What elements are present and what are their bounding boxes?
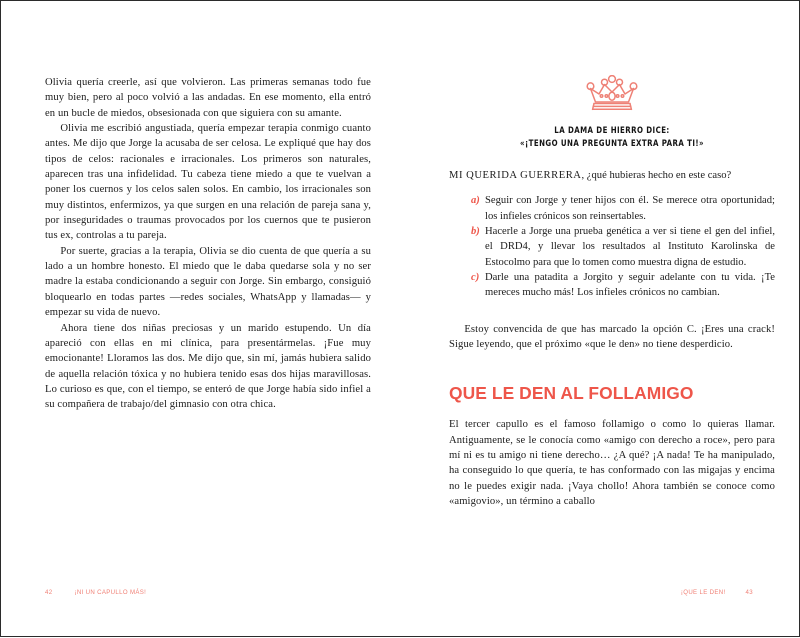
- page-left: [1, 1, 401, 638]
- dama-de-hierro-callout: [449, 75, 775, 152]
- paragraph: Olivia quería creerle, así que volvieron. Las primeras semanas todo fue muy bien, pero al poco volvió a las andadas. En ese momento, ella entró en un bucle de miedos, obsesionada con que siguiera con su amante.: [45, 77, 371, 119]
- footer-right: [681, 589, 753, 596]
- option-text: Hacerle a Jorge una prueba genética a ver si tiene el gen del infiel, el DRD4, y llevar los resultados al Instituto Karolinska de Estocolmo para que lo tomen como muestra digna de estudio.: [485, 225, 775, 268]
- running-head: ¡NI UN CAPULLO MÁS!: [74, 589, 147, 596]
- answer-paragraph: Estoy convencida de que has marcado la opción C. ¡Eres una crack! Sigue leyendo, que el próximo «que le den» no tiene desperdicio.: [449, 323, 775, 350]
- options-list: [449, 193, 775, 300]
- running-head: ¡QUE LE DEN!: [680, 589, 726, 596]
- list-item[interactable]: [471, 270, 775, 301]
- option-text: Seguir con Jorge y tener hijos con él. Se merece otra oportunidad; los infieles crónicos son reinsertables.: [485, 195, 775, 222]
- right-text-column: [449, 75, 775, 545]
- paragraph: Ahora tiene dos niñas preciosas y un marido estupendo. Un día apareció con ellas en mi clínica, para presentármelas. ¡Fue muy emocionante! Lloramos las dos. Me dijo que, sin mí, jamás hubiera salido de aquella relación tóxica y no hubiera tenido esas dos hijas maravillosas. Lo curioso es que, con el tiempo, se enteró de que Jorge había sido infiel a su compañera de trabajo/del gimnasio con otra chica.: [45, 322, 371, 411]
- callout-line-1: LA DAMA DE HIERRO DICE:: [554, 126, 670, 136]
- section-heading: QUE LE DEN AL FOLLAMIGO: [449, 383, 694, 404]
- option-marker: c): [471, 271, 480, 283]
- paragraph: Olivia me escribió angustiada, quería empezar terapia conmigo cuanto antes. Me dijo que Jorge la acusaba de ser celosa. Le expliqué que hay dos tipos de celos: racionales e irracionales. Los primeros son naturales, aparecen tras una infidelidad. Tu cabeza tiene miedo a que te vuelvan a poner los cuernos y los celos salen solos. En cambio, los irracionales son muy distintos, enfermizos, ya que surgen en una relación de pareja sana y, por inseguridades o traumas provocados por los cuernos que te pusieron tus ex, controlas a tu pareja.: [45, 123, 371, 242]
- page-right: [401, 1, 800, 638]
- left-text-column: [45, 75, 371, 545]
- footer-left: [45, 589, 146, 596]
- question-rest: , ¿qué hubieras hecho en este caso?: [581, 169, 732, 181]
- page-number: 43: [745, 589, 753, 596]
- question-lead: MI QUERIDA GUERRERA: [449, 169, 582, 181]
- option-text: Darle una patadita a Jorgito y seguir adelante con tu vida. ¡Te mereces mucho más! Los infieles crónicos no cambian.: [485, 271, 775, 299]
- section-paragraph: El tercer capullo es el famoso follamigo o como lo quieras llamar. Antiguamente, se le conocía como «amigo con derecho a roce», pero para mí ni es tu amigo ni tiene derecho… ¿A qué? ¡A nada! Te ha manipulado, ha conseguido lo que quería, te has conformado con las migajas y encima no le puedes exigir nada. ¡Vaya chollo! Ahora también se conoce como «amigovio», un término a caballo: [449, 419, 775, 507]
- page-number: 42: [45, 589, 53, 596]
- option-marker: b): [471, 225, 480, 237]
- list-item[interactable]: [471, 224, 775, 270]
- crown-icon: [449, 75, 775, 116]
- paragraph: Por suerte, gracias a la terapia, Olivia se dio cuenta de que quería a su lado a un hombre honesto. El miedo que le daba quedarse sola y no ser madre la estaba condicionando a seguir con Jorge. Sin embargo, consiguió bloquearlo en todas partes —redes sociales, WhatsApp y llamadas— y empezar su vida de nuevo.: [45, 245, 371, 319]
- option-marker: a): [471, 195, 480, 207]
- question-prompt: [449, 168, 775, 183]
- callout-line-2: «¡TENGO UNA PREGUNTA EXTRA PARA TI!»: [519, 139, 704, 150]
- list-item[interactable]: [471, 193, 775, 224]
